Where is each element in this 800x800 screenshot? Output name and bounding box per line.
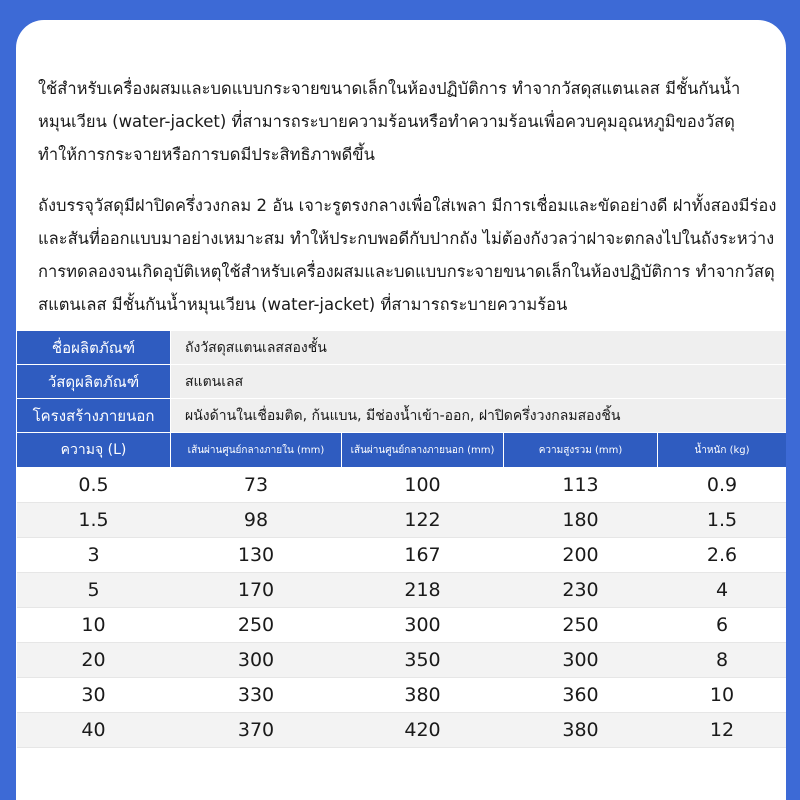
- table-cell: 250: [504, 608, 658, 643]
- table-cell: 113: [504, 468, 658, 503]
- table-cell: 200: [504, 538, 658, 573]
- table-cell: 40: [17, 713, 171, 748]
- table-cell: 420: [342, 713, 504, 748]
- table-cell: 12: [658, 713, 787, 748]
- table-cell: 370: [171, 713, 342, 748]
- info-value: ผนังด้านในเชื่อมติด, ก้นแบน, มีช่องน้ำเข้า-ออก, ฝาปิดครึ่งวงกลมสองชิ้น: [171, 399, 787, 433]
- info-row-material: [17, 365, 787, 399]
- table-cell: 20: [17, 643, 171, 678]
- table-row: [17, 573, 787, 608]
- info-label: โครงสร้างภายนอก: [17, 399, 171, 433]
- table-row: [17, 608, 787, 643]
- table-cell: 300: [504, 643, 658, 678]
- info-row-product-name: [17, 331, 787, 365]
- column-header-capacity: ความจุ (L): [17, 433, 171, 468]
- table-cell: 350: [342, 643, 504, 678]
- info-label: วัสดุผลิตภัณฑ์: [17, 365, 171, 399]
- table-row: [17, 503, 787, 538]
- column-header-row: [17, 433, 787, 468]
- table-cell: 4: [658, 573, 787, 608]
- table-cell: 3: [17, 538, 171, 573]
- table-cell: 170: [171, 573, 342, 608]
- product-card: [16, 20, 786, 800]
- data-body: [17, 468, 787, 748]
- table-cell: 73: [171, 468, 342, 503]
- table-cell: 330: [171, 678, 342, 713]
- table-cell: 130: [171, 538, 342, 573]
- table-cell: 300: [342, 608, 504, 643]
- info-row-structure: [17, 399, 787, 433]
- table-cell: 5: [17, 573, 171, 608]
- table-cell: 380: [342, 678, 504, 713]
- table-cell: 250: [171, 608, 342, 643]
- info-value: ถังวัสดุสแตนเลสสองชั้น: [171, 331, 787, 365]
- table-cell: 167: [342, 538, 504, 573]
- table-cell: 380: [504, 713, 658, 748]
- table-cell: 10: [17, 608, 171, 643]
- table-cell: 10: [658, 678, 787, 713]
- info-label: ชื่อผลิตภัณฑ์: [17, 331, 171, 365]
- description-paragraph-2: ถังบรรจุวัสดุมีฝาปิดครึ่งวงกลม 2 อัน เจาะรูตรงกลางเพื่อใส่เพลา มีการเชื่อมและขัดอย่างดี ฝาทั้งสองมีร่องและสันที่ออกแบบมาอย่างเหมาะสม ทำให้ประกบพอดีกับปากถัง ไม่ต้องกังวลว่าฝาจะตกลงไปในถังระหว่างการทดลองจนเกิดอุบัติเหตุใช้สำหรับเครื่องผสมและบดแบบกระจายขนาดเล็กในห้องปฏิบัติการ ทำจากวัสดุสแตนเลส มีชั้นกันน้ำหมุนเวียน (water-jacket) ที่สามารถระบายความร้อน: [38, 196, 777, 314]
- table-row: [17, 468, 787, 503]
- product-description: [38, 72, 778, 339]
- table-row: [17, 643, 787, 678]
- table-cell: 218: [342, 573, 504, 608]
- table-cell: 98: [171, 503, 342, 538]
- table-cell: 2.6: [658, 538, 787, 573]
- table-cell: 8: [658, 643, 787, 678]
- table-row: [17, 678, 787, 713]
- column-header-outer-diameter: เส้นผ่านศูนย์กลางภายนอก (mm): [342, 433, 504, 468]
- spec-table: [16, 330, 786, 748]
- table-cell: 1.5: [658, 503, 787, 538]
- table-cell: 0.5: [17, 468, 171, 503]
- table-cell: 360: [504, 678, 658, 713]
- table-row: [17, 713, 787, 748]
- table-cell: 6: [658, 608, 787, 643]
- info-value: สแตนเลส: [171, 365, 787, 399]
- table-cell: 100: [342, 468, 504, 503]
- table-cell: 30: [17, 678, 171, 713]
- table-cell: 1.5: [17, 503, 171, 538]
- table-cell: 122: [342, 503, 504, 538]
- table-row: [17, 538, 787, 573]
- column-header-total-height: ความสูงรวม (mm): [504, 433, 658, 468]
- table-cell: 0.9: [658, 468, 787, 503]
- table-cell: 180: [504, 503, 658, 538]
- table-cell: 300: [171, 643, 342, 678]
- column-header-inner-diameter: เส้นผ่านศูนย์กลางภายใน (mm): [171, 433, 342, 468]
- description-paragraph-1: ใช้สำหรับเครื่องผสมและบดแบบกระจายขนาดเล็กในห้องปฏิบัติการ ทำจากวัสดุสแตนเลส มีชั้นกันน้ำหมุนเวียน (water-jacket) ที่สามารถระบายความร้อนหรือทำความร้อนเพื่อควบคุมอุณหภูมิของวัสดุ ทำให้การกระจายหรือการบดมีประสิทธิภาพดีขึ้น: [38, 79, 741, 164]
- column-header-weight: น้ำหนัก (kg): [658, 433, 787, 468]
- table-cell: 230: [504, 573, 658, 608]
